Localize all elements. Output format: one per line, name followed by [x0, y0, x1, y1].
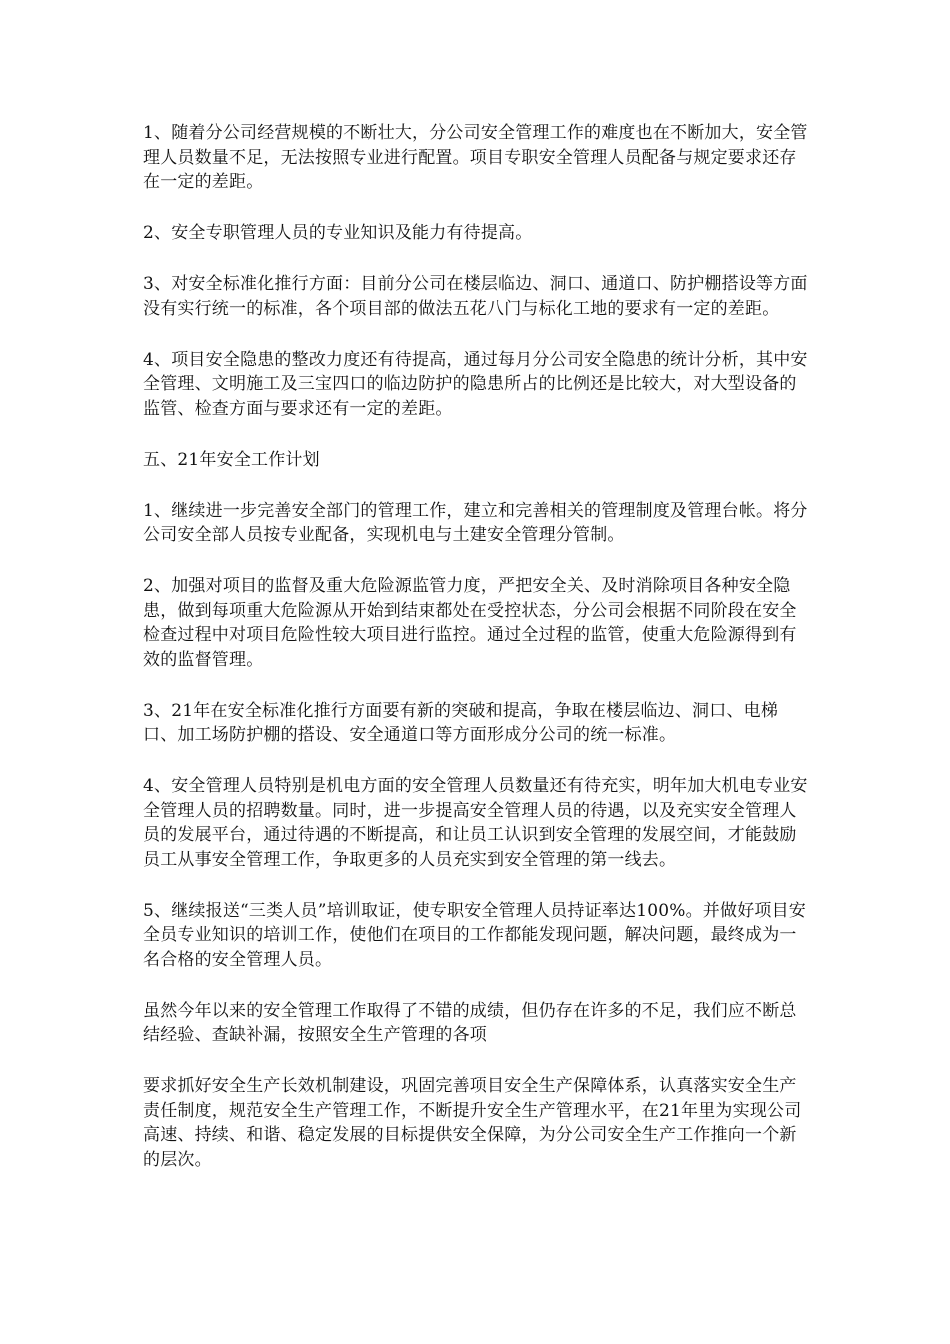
document-body [143, 121, 811, 1199]
paragraph-problem-4: 4、项目安全隐患的整改力度还有待提高，通过每月分公司安全隐患的统计分析，其中安全管理、文明施工及三宝四口的临边防护的隐患所占的比例还是比较大，对大型设备的监管、检查方面与要求还有一定的差距。 [143, 349, 808, 419]
paragraph-problem-1: 1、随着分公司经营规模的不断壮大，分公司安全管理工作的难度也在不断加大，安全管理人员数量不足，无法按照专业进行配置。项目专职安全管理人员配备与规定要求还存在一定的差距。 [143, 123, 808, 192]
section-heading-plan: 五、21年安全工作计划 [143, 449, 320, 470]
paragraph-conclusion-2: 要求抓好安全生产长效机制建设，巩固完善项目安全生产保障体系，认真落实安全生产责任制度，规范安全生产管理工作，不断提升安全生产管理水平，在21年里为实现公司高速、持续、和谐、稳定发展的目标提供安全保障，为分公司安全生产工作推向一个新的层次。 [143, 1076, 802, 1170]
paragraph-plan-5: 5、继续报送“三类人员”培训取证，使专职安全管理人员持证率达100%。并做好项目安全员专业知识的培训工作，使他们在项目的工作都能发现问题，解决问题，最终成为一名合格的安全管理人员。 [143, 900, 806, 970]
paragraph-plan-3: 3、21年在安全标准化推行方面要有新的突破和提高，争取在楼层临边、洞口、电梯口、加工场防护棚的搭设、安全通道口等方面形成分公司的统一标准。 [143, 700, 779, 745]
paragraph-plan-1: 1、继续进一步完善安全部门的管理工作，建立和完善相关的管理制度及管理台帐。将分公司安全部人员按专业配备，实现机电与土建安全管理分管制。 [143, 500, 808, 545]
paragraph-problem-3: 3、对安全标准化推行方面：目前分公司在楼层临边、洞口、通道口、防护棚搭设等方面没有实行统一的标准，各个项目部的做法五花八门与标化工地的要求有一定的差距。 [143, 274, 808, 319]
paragraph-plan-2: 2、加强对项目的监督及重大危险源监管力度，严把安全关、及时消除项目各种安全隐患，做到每项重大危险源从开始到结束都处在受控状态，分公司会根据不同阶段在安全检查过程中对项目危险性较大项目进行监控。通过全过程的监管，使重大危险源得到有效的监督管理。 [143, 576, 797, 670]
paragraph-conclusion-1: 虽然今年以来的安全管理工作取得了不错的成绩，但仍存在许多的不足，我们应不断总结经验、查缺补漏，按照安全生产管理的各项 [143, 1000, 797, 1045]
paragraph-plan-4: 4、安全管理人员特别是机电方面的安全管理人员数量还有待充实，明年加大机电专业安全管理人员的招聘数量。同时，进一步提高安全管理人员的待遇，以及充实安全管理人员的发展平台，通过待遇的不断提高，和让员工认识到安全管理的发展空间，才能鼓励员工从事安全管理工作，争取更多的人员充实到安全管理的第一线去。 [143, 776, 808, 870]
paragraph-problem-2: 2、安全专职管理人员的专业知识及能力有待提高。 [143, 223, 533, 243]
